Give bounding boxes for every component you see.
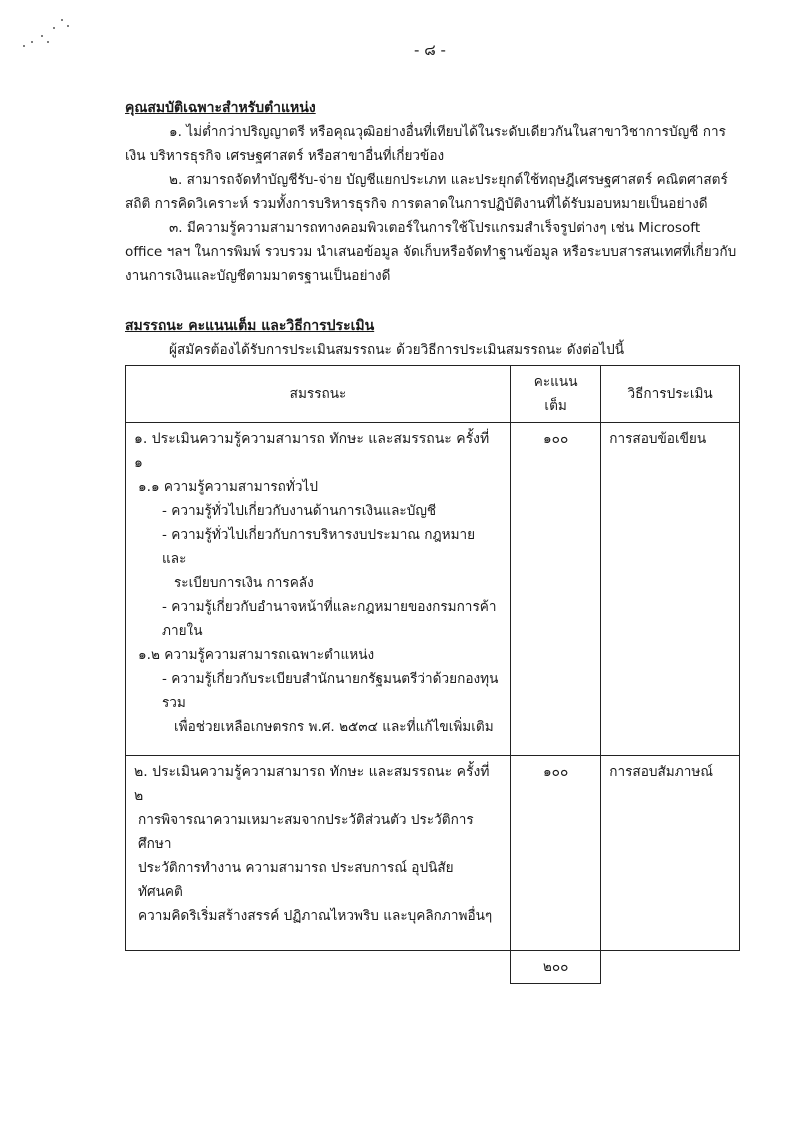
- list-item: ประวัติการทำงาน ความสามารถ ประสบการณ์ อุปนิสัย ทัศนคติ: [138, 860, 454, 900]
- total-row: [126, 951, 740, 984]
- row-1-score: ๑๐๐: [511, 423, 601, 756]
- table-row: [126, 423, 740, 756]
- list-item: การพิจารณาความเหมาะสมจากประวัติส่วนตัว ประวัติการศึกษา: [138, 812, 474, 852]
- row-1-competency: [126, 423, 511, 756]
- row-1-title: ๑. ประเมินความรู้ความสามารถ ทักษะ และสมรรถนะ ครั้งที่ ๑: [134, 431, 490, 471]
- header-method: วิธีการประเมิน: [601, 366, 740, 423]
- competency-intro: ผู้สมัครต้องได้รับการประเมินสมรรถนะ ด้วยวิธีการประเมินสมรรถนะ ดังต่อไปนี้: [169, 342, 625, 358]
- list-item: - ความรู้เกี่ยวกับอำนาจหน้าที่และกฎหมายของกรมการค้าภายใน: [162, 599, 497, 639]
- row-1-method: การสอบข้อเขียน: [601, 423, 740, 756]
- table-header-row: [126, 366, 740, 423]
- list-item: ความคิดริเริ่มสร้างสรรค์ ปฏิภาณไหวพริบ และบุคลิกภาพอื่นๆ: [138, 908, 493, 924]
- row-1-sub1: ๑.๑ ความรู้ความสามารถทั่วไป: [138, 479, 318, 495]
- list-item: - ความรู้ทั่วไปเกี่ยวกับงานด้านการเงินและบัญชี: [162, 503, 437, 519]
- qualifications-section: [125, 96, 740, 288]
- header-score: [511, 366, 601, 423]
- row-2-title: ๒. ประเมินความรู้ความสามารถ ทักษะ และสมรรถนะ ครั้งที่ ๒: [134, 764, 490, 804]
- competency-table: [125, 365, 740, 984]
- page-number: - ๘ -: [414, 41, 446, 59]
- list-item: เพื่อช่วยเหลือเกษตรกร พ.ศ. ๒๕๓๔ และที่แก้ไขเพิ่มเติม: [174, 719, 494, 735]
- qualification-item-2: ๒. สามารถจัดทำบัญชีรับ-จ่าย บัญชีแยกประเภท และประยุกต์ใช้ทฤษฎีเศรษฐศาสตร์ คณิตศาสตร์ สถิติ การคิดวิเคราะห์ รวมทั้งการบริหารธุรกิจ การตลาดในการปฏิบัติงานที่ได้รับมอบหมายเป็นอย่างดี: [125, 172, 728, 212]
- header-score-line1: คะแนน: [533, 374, 578, 390]
- row-2-competency: [126, 756, 511, 951]
- qualification-item-1: ๑. ไม่ต่ำกว่าปริญญาตรี หรือคุณวุฒิอย่างอื่นที่เทียบได้ในระดับเดียวกันในสาขาวิชาการบัญชี การเงิน บริหารธุรกิจ เศรษฐศาสตร์ หรือสาขาอื่นที่เกี่ยวข้อง: [125, 124, 726, 164]
- list-item: - ความรู้เกี่ยวกับระเบียบสำนักนายกรัฐมนตรีว่าด้วยกองทุนรวม: [162, 671, 499, 711]
- table-row: [126, 756, 740, 951]
- total-score: ๒๐๐: [511, 951, 601, 984]
- competency-heading: สมรรถนะ คะแนนเต็ม และวิธีการประเมิน: [125, 318, 375, 334]
- qualifications-heading: คุณสมบัติเฉพาะสำหรับตำแหน่ง: [125, 100, 316, 116]
- header-score-line2: เต็ม: [544, 398, 567, 414]
- list-item: ระเบียบการเงิน การคลัง: [174, 575, 314, 591]
- row-2-method: การสอบสัมภาษณ์: [601, 756, 740, 951]
- row-1-sub2: ๑.๒ ความรู้ความสามารถเฉพาะตำแหน่ง: [138, 647, 375, 663]
- row-2-score: ๑๐๐: [511, 756, 601, 951]
- qualification-item-3: ๓. มีความรู้ความสามารถทางคอมพิวเตอร์ในการใช้โปรแกรมสำเร็จรูปต่างๆ เช่น Microsoft office ฯลฯ ในการพิมพ์ รวบรวม นำเสนอข้อมูล จัดเก็บหรือจัดทำฐานข้อมูล หรือระบบสารสนเทศที่เกี่ยวกับงานการเงินและบัญชีตามมาตรฐานเป็นอย่างดี: [125, 220, 737, 284]
- competency-section: [125, 314, 740, 362]
- list-item: - ความรู้ทั่วไปเกี่ยวกับการบริหารงบประมาณ กฎหมาย และ: [162, 527, 476, 567]
- header-competency: สมรรถนะ: [126, 366, 511, 423]
